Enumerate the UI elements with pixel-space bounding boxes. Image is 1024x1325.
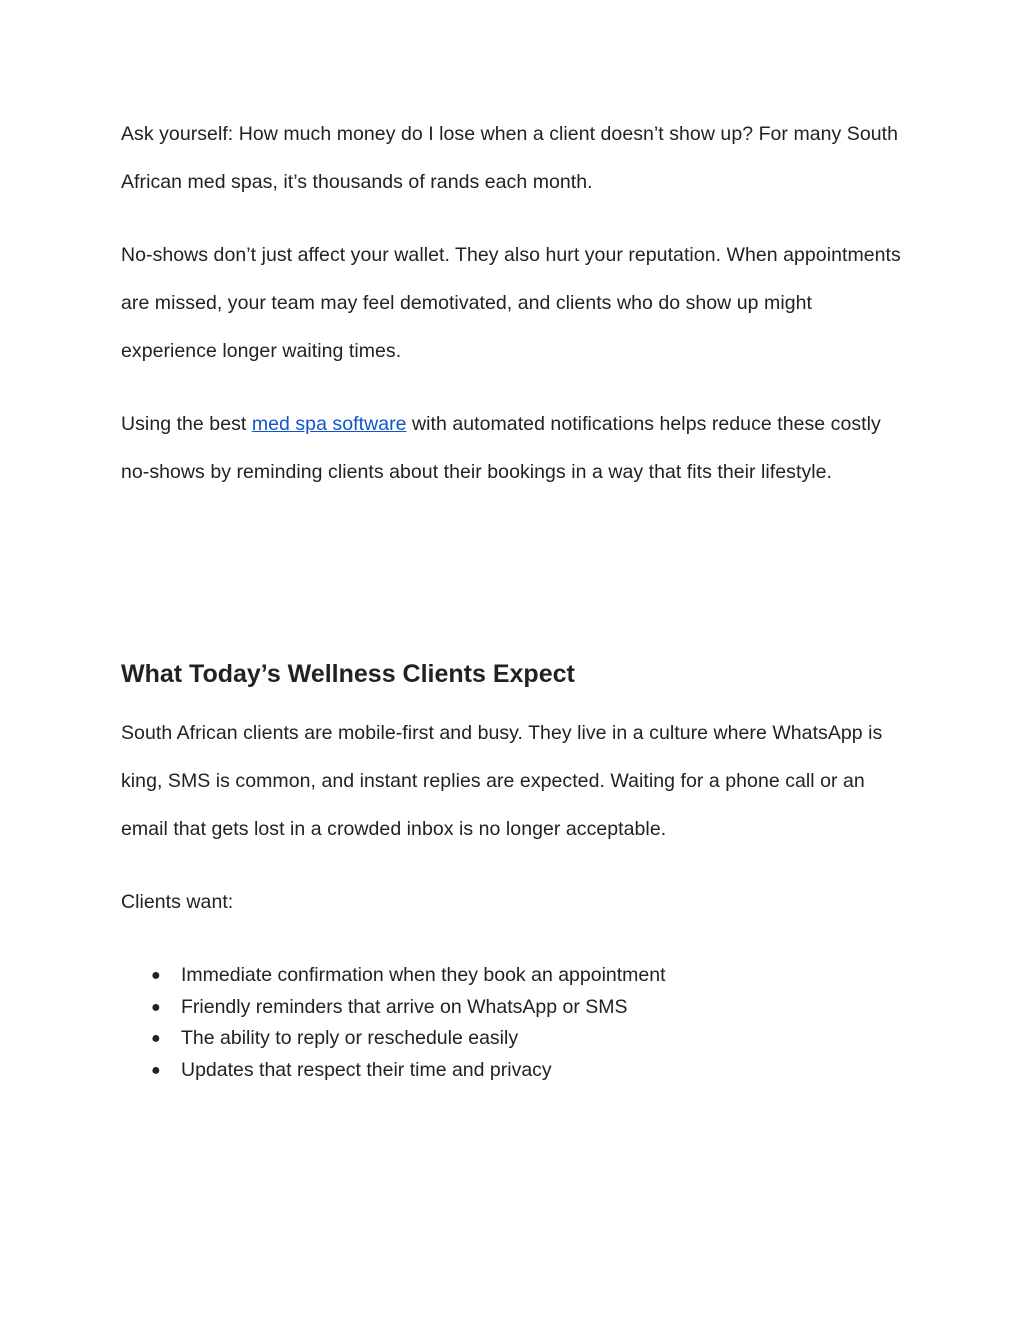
list-item-text: Immediate confirmation when they book an appointment xyxy=(181,964,666,986)
list-item xyxy=(121,960,666,992)
paragraph-software-intro: Using the best xyxy=(121,413,252,435)
paragraph-reputation: No-shows don’t just affect your wallet. They also hurt your reputation. When appointments are missed, your team may feel demotivated, and clients who do show up might experience longer waiting times. xyxy=(121,244,901,362)
paragraph-clients-want: Clients want: xyxy=(121,891,234,913)
list-item xyxy=(121,1055,666,1087)
bullet-icon: ● xyxy=(151,998,161,1016)
med-spa-software-link[interactable]: med spa software xyxy=(251,413,407,435)
list-item-text: Friendly reminders that arrive on WhatsApp or SMS xyxy=(181,995,628,1018)
bullet-icon: ● xyxy=(151,1061,161,1079)
list-item-text: Updates that respect their time and privacy xyxy=(181,1058,552,1081)
paragraph-no-show-cost: Ask yourself: How much money do I lose when a client doesn’t show up? For many South African med spas, it’s thousands of rands each month. xyxy=(121,123,899,193)
section-heading: What Today’s Wellness Clients Expect xyxy=(121,660,575,688)
list-item xyxy=(121,992,666,1024)
bullet-icon: ● xyxy=(151,1030,161,1048)
client-wants-list xyxy=(121,960,666,1086)
paragraph-mobile-first: South African clients are mobile-first and busy. They live in a culture where WhatsApp is king, SMS is common, and instant replies are expected. Waiting for a phone call or an email that gets lost in a crowded inbox is no longer acceptable. xyxy=(121,722,883,840)
paragraph-software xyxy=(121,400,911,496)
list-item xyxy=(121,1023,666,1055)
paragraph-software-rest: with automated notifications helps reduce these costly no-shows by reminding clients about their bookings in a way that fits their lifestyle. xyxy=(121,413,881,483)
bullet-icon: ● xyxy=(151,967,161,984)
list-item-text: The ability to reply or reschedule easily xyxy=(181,1027,519,1050)
